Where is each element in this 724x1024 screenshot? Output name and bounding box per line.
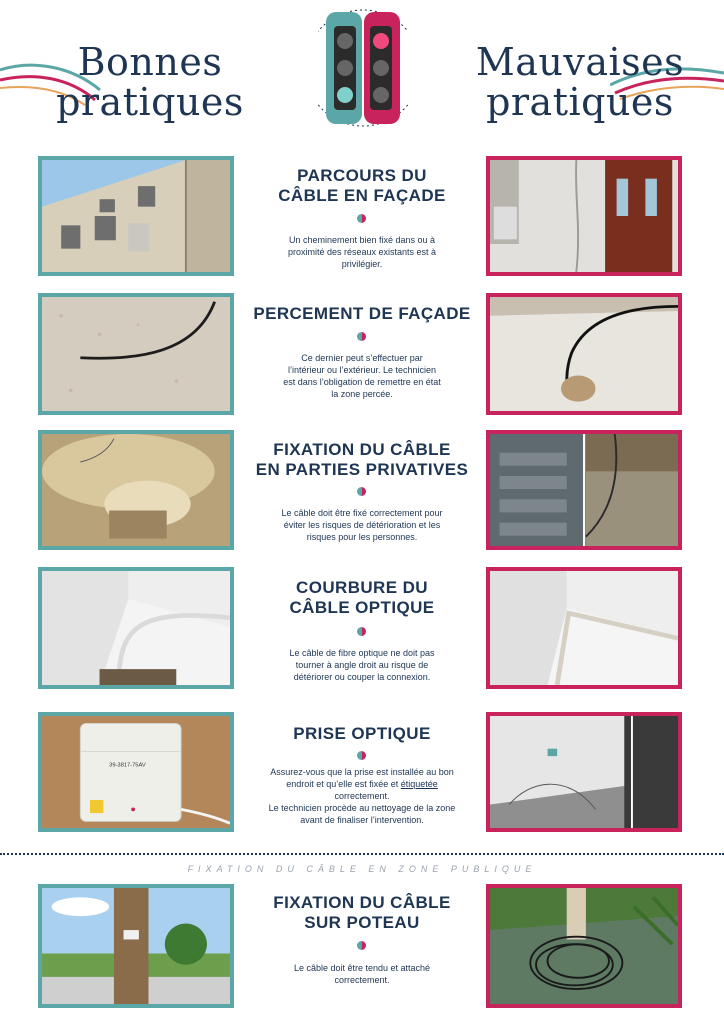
outlet-label-text: 39-3817-75AV [109, 762, 146, 769]
section-desc-3-line-1: Le câble doit être fixé correctement pour [281, 508, 443, 518]
section-title-4-line-1: COURBURE DU [296, 578, 428, 597]
bad-practices-title-line-2: pratiques [486, 80, 674, 124]
bad-photo-pole [486, 884, 682, 1008]
section-desc-3-line-3: risques pour les personnes. [306, 532, 418, 542]
section-desc-5-line-1: Assurez-vous que la prise est installée au bon [270, 767, 454, 777]
traffic-light-icon [318, 8, 408, 128]
section-desc-5-line-3: correctement. [334, 791, 390, 801]
section-dot-5 [357, 751, 366, 760]
section-desc-6-line-1: Le câble doit être tendu et attaché [293, 963, 431, 973]
section-desc-2-line-4: la zone percée. [331, 389, 393, 399]
section-dot-3 [357, 487, 366, 496]
good-photo-curve [38, 567, 234, 689]
good-practices-title-line-1: Bonnes [77, 40, 223, 84]
section-desc-1-line-3: privilégier. [341, 259, 383, 269]
good-photo-drilling [38, 293, 234, 415]
section-title-6-line-1: FIXATION DU CÂBLE [273, 893, 451, 912]
section-title-2 [240, 304, 484, 324]
public-zone-label: FIXATION DU CÂBLE EN ZONE PUBLIQUE [187, 864, 537, 874]
section-desc-4-line-1: Le câble de fibre optique ne doit pas [289, 648, 435, 658]
section-title-1 [240, 166, 484, 206]
section-desc-3-line-2: éviter les risques de détérioration et les [283, 520, 441, 530]
section-desc-2-line-3: est dans l’obligation de remettre en état [283, 377, 441, 387]
section-title-5 [240, 724, 484, 744]
section-desc-1 [255, 234, 469, 270]
good-practices-title [40, 42, 260, 122]
section-desc-4-line-2: tourner à angle droit au risque de [295, 660, 429, 670]
section-dot-4 [357, 627, 366, 636]
good-practices-title-line-2: pratiques [56, 80, 244, 124]
bad-photo-curve [486, 567, 682, 689]
bad-photo-facade [486, 156, 682, 276]
section-title-3-line-1: FIXATION DU CÂBLE [273, 440, 451, 459]
section-title-5-line-1: PRISE OPTIQUE [293, 724, 431, 743]
section-desc-5-underlined-word: étiquetée [400, 779, 438, 789]
section-title-1-line-2: CÂBLE EN FAÇADE [278, 186, 446, 205]
section-title-4-line-2: CÂBLE OPTIQUE [289, 598, 435, 617]
section-dot-1 [357, 214, 366, 223]
section-desc-5-line-2 [255, 778, 469, 790]
section-desc-5-line-5: avant de finaliser l’intervention. [300, 815, 424, 825]
section-desc-2 [255, 352, 469, 400]
section-title-3 [240, 440, 484, 480]
bad-photo-private-areas [486, 430, 682, 550]
section-desc-1-line-2: proximité des réseaux existants est à [287, 247, 437, 257]
section-title-3-line-2: EN PARTIES PRIVATIVES [255, 460, 469, 479]
bad-photo-drilling [486, 293, 682, 415]
section-desc-2-line-1: Ce dernier peut s’effectuer par [301, 353, 423, 363]
section-dot-6 [357, 941, 366, 950]
section-desc-5-line-4: Le technicien procède au nettoyage de la zone [268, 803, 456, 813]
section-title-6-line-2: SUR POTEAU [304, 913, 420, 932]
section-desc-5-line-2a: endroit et qu’elle est fixée et [286, 779, 401, 789]
section-title-1-line-1: PARCOURS DU [297, 166, 427, 185]
section-desc-2-line-2: l’intérieur ou l’extérieur. Le technicien [287, 365, 437, 375]
section-desc-3 [255, 507, 469, 543]
bad-practices-title [460, 42, 700, 122]
good-photo-pole [38, 884, 234, 1008]
section-title-6 [240, 893, 484, 933]
bad-photo-outlet [486, 712, 682, 832]
section-desc-6-line-2: correctement. [334, 975, 390, 985]
section-title-2-line-1: PERCEMENT DE FAÇADE [253, 304, 471, 323]
bad-practices-title-line-1: Mauvaises [475, 40, 685, 84]
good-photo-facade [38, 156, 234, 276]
section-desc-4-line-3: détériorer ou couper la connexion. [293, 672, 431, 682]
good-photo-private-areas [38, 430, 234, 550]
section-desc-4 [255, 647, 469, 683]
section-desc-5 [255, 766, 469, 826]
section-desc-6 [255, 962, 469, 986]
good-photo-outlet [38, 712, 234, 832]
section-title-4 [240, 578, 484, 618]
section-divider [0, 853, 724, 855]
section-desc-1-line-1: Un cheminement bien fixé dans ou à [288, 235, 436, 245]
section-dot-2 [357, 332, 366, 341]
